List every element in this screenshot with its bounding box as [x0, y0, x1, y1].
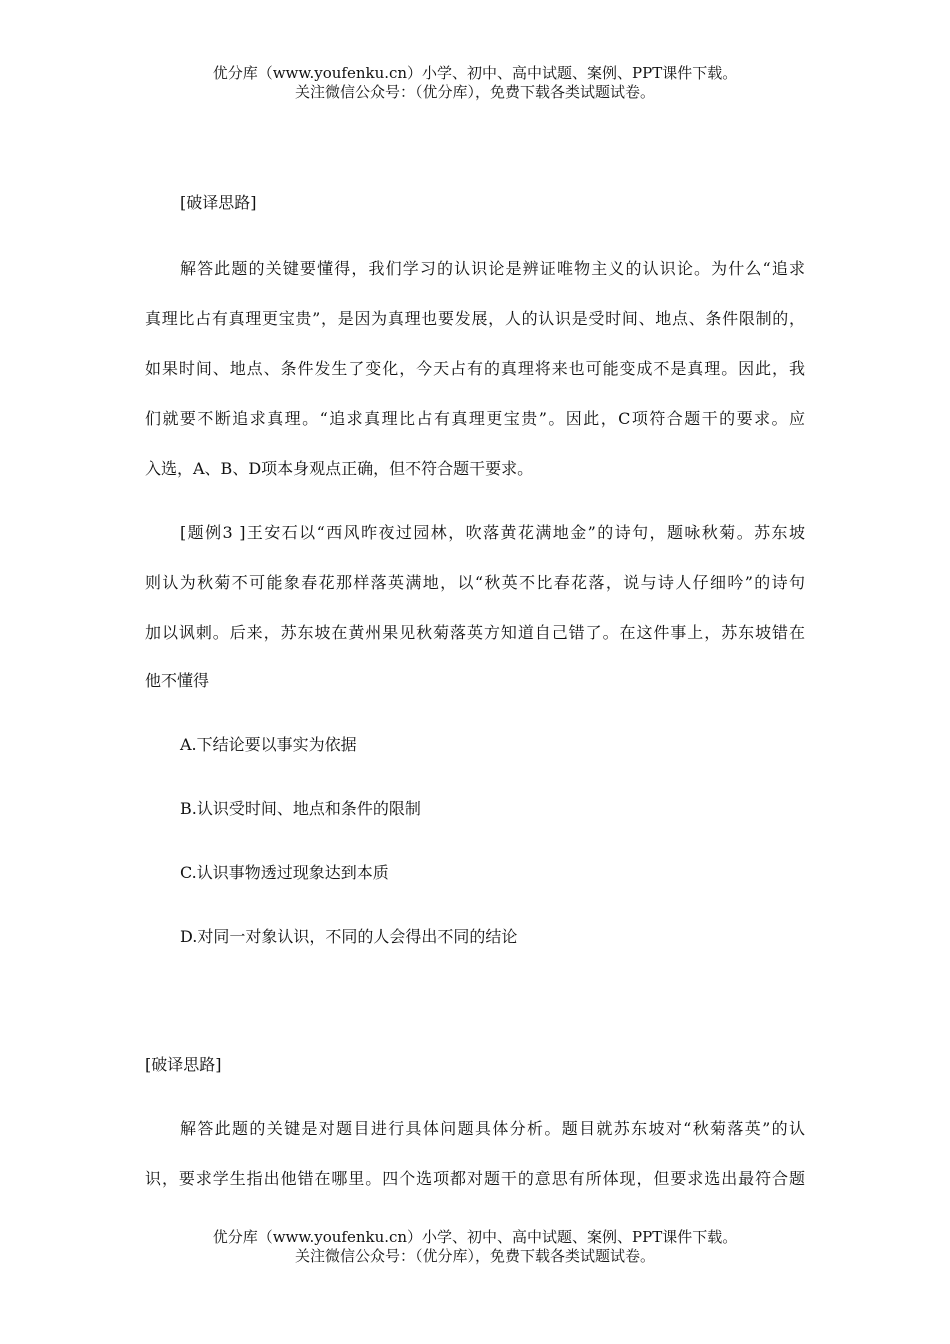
section2-line-1: 解答此题的关键是对题目进行具体问题具体分析。题目就苏东坡对“秋菊落英”的认	[180, 1119, 805, 1138]
section1-heading: [破译思路]	[180, 193, 257, 212]
section1-line-4: 们就要不断追求真理。“追求真理比占有真理更宝贵”。因此，C项符合题干的要求。应	[145, 409, 805, 428]
section1-line-3: 如果时间、地点、条件发生了变化，今天占有的真理将来也可能变成不是真理。因此，我	[145, 359, 805, 378]
option-a: A.下结论要以事实为依据	[180, 735, 357, 754]
footer-line-1: 优分库（www.youfenku.cn）小学、初中、高中试题、案例、PPT课件下载。	[212, 1228, 738, 1246]
section1-line-5: 入选，A、B、D项本身观点正确，但不符合题干要求。	[145, 459, 534, 478]
section1-line-2: 真理比占有真理更宝贵”，是因为真理也要发展，人的认识是受时间、地点、条件限制的，	[145, 309, 805, 328]
footer-line-2: 关注微信公众号：（优分库），免费下载各类试题试卷。	[294, 1247, 655, 1265]
section2-line-2: 识，要求学生指出他错在哪里。四个选项都对题干的意思有所体现，但要求选出最符合题	[145, 1169, 805, 1188]
section2-heading: [破译思路]	[145, 1055, 222, 1074]
header-line-2: 关注微信公众号：（优分库），免费下载各类试题试卷。	[294, 83, 655, 101]
page-footer	[0, 1228, 950, 1266]
section1-line-1: 解答此题的关键要懂得，我们学习的认识论是辨证唯物主义的认识论。为什么“追求	[180, 259, 805, 278]
page-header	[0, 64, 950, 102]
header-line-1: 优分库（www.youfenku.cn）小学、初中、高中试题、案例、PPT课件下载。	[212, 64, 738, 82]
question-line-3: 加以讽刺。后来，苏东坡在黄州果见秋菊落英方知道自己错了。在这件事上，苏东坡错在	[145, 623, 805, 642]
question-line-2: 则认为秋菊不可能象春花那样落英满地，以“秋英不比春花落，说与诗人仔细吟”的诗句	[145, 573, 805, 592]
question-line-1: [题例3 ]王安石以“西风昨夜过园林，吹落黄花满地金”的诗句，题咏秋菊。苏东坡	[180, 523, 805, 542]
option-d: D.对同一对象认识，不同的人会得出不同的结论	[180, 927, 518, 946]
option-c: C.认识事物透过现象达到本质	[180, 863, 389, 882]
question-line-4: 他不懂得	[145, 671, 210, 690]
option-b: B.认识受时间、地点和条件的限制	[180, 799, 421, 818]
